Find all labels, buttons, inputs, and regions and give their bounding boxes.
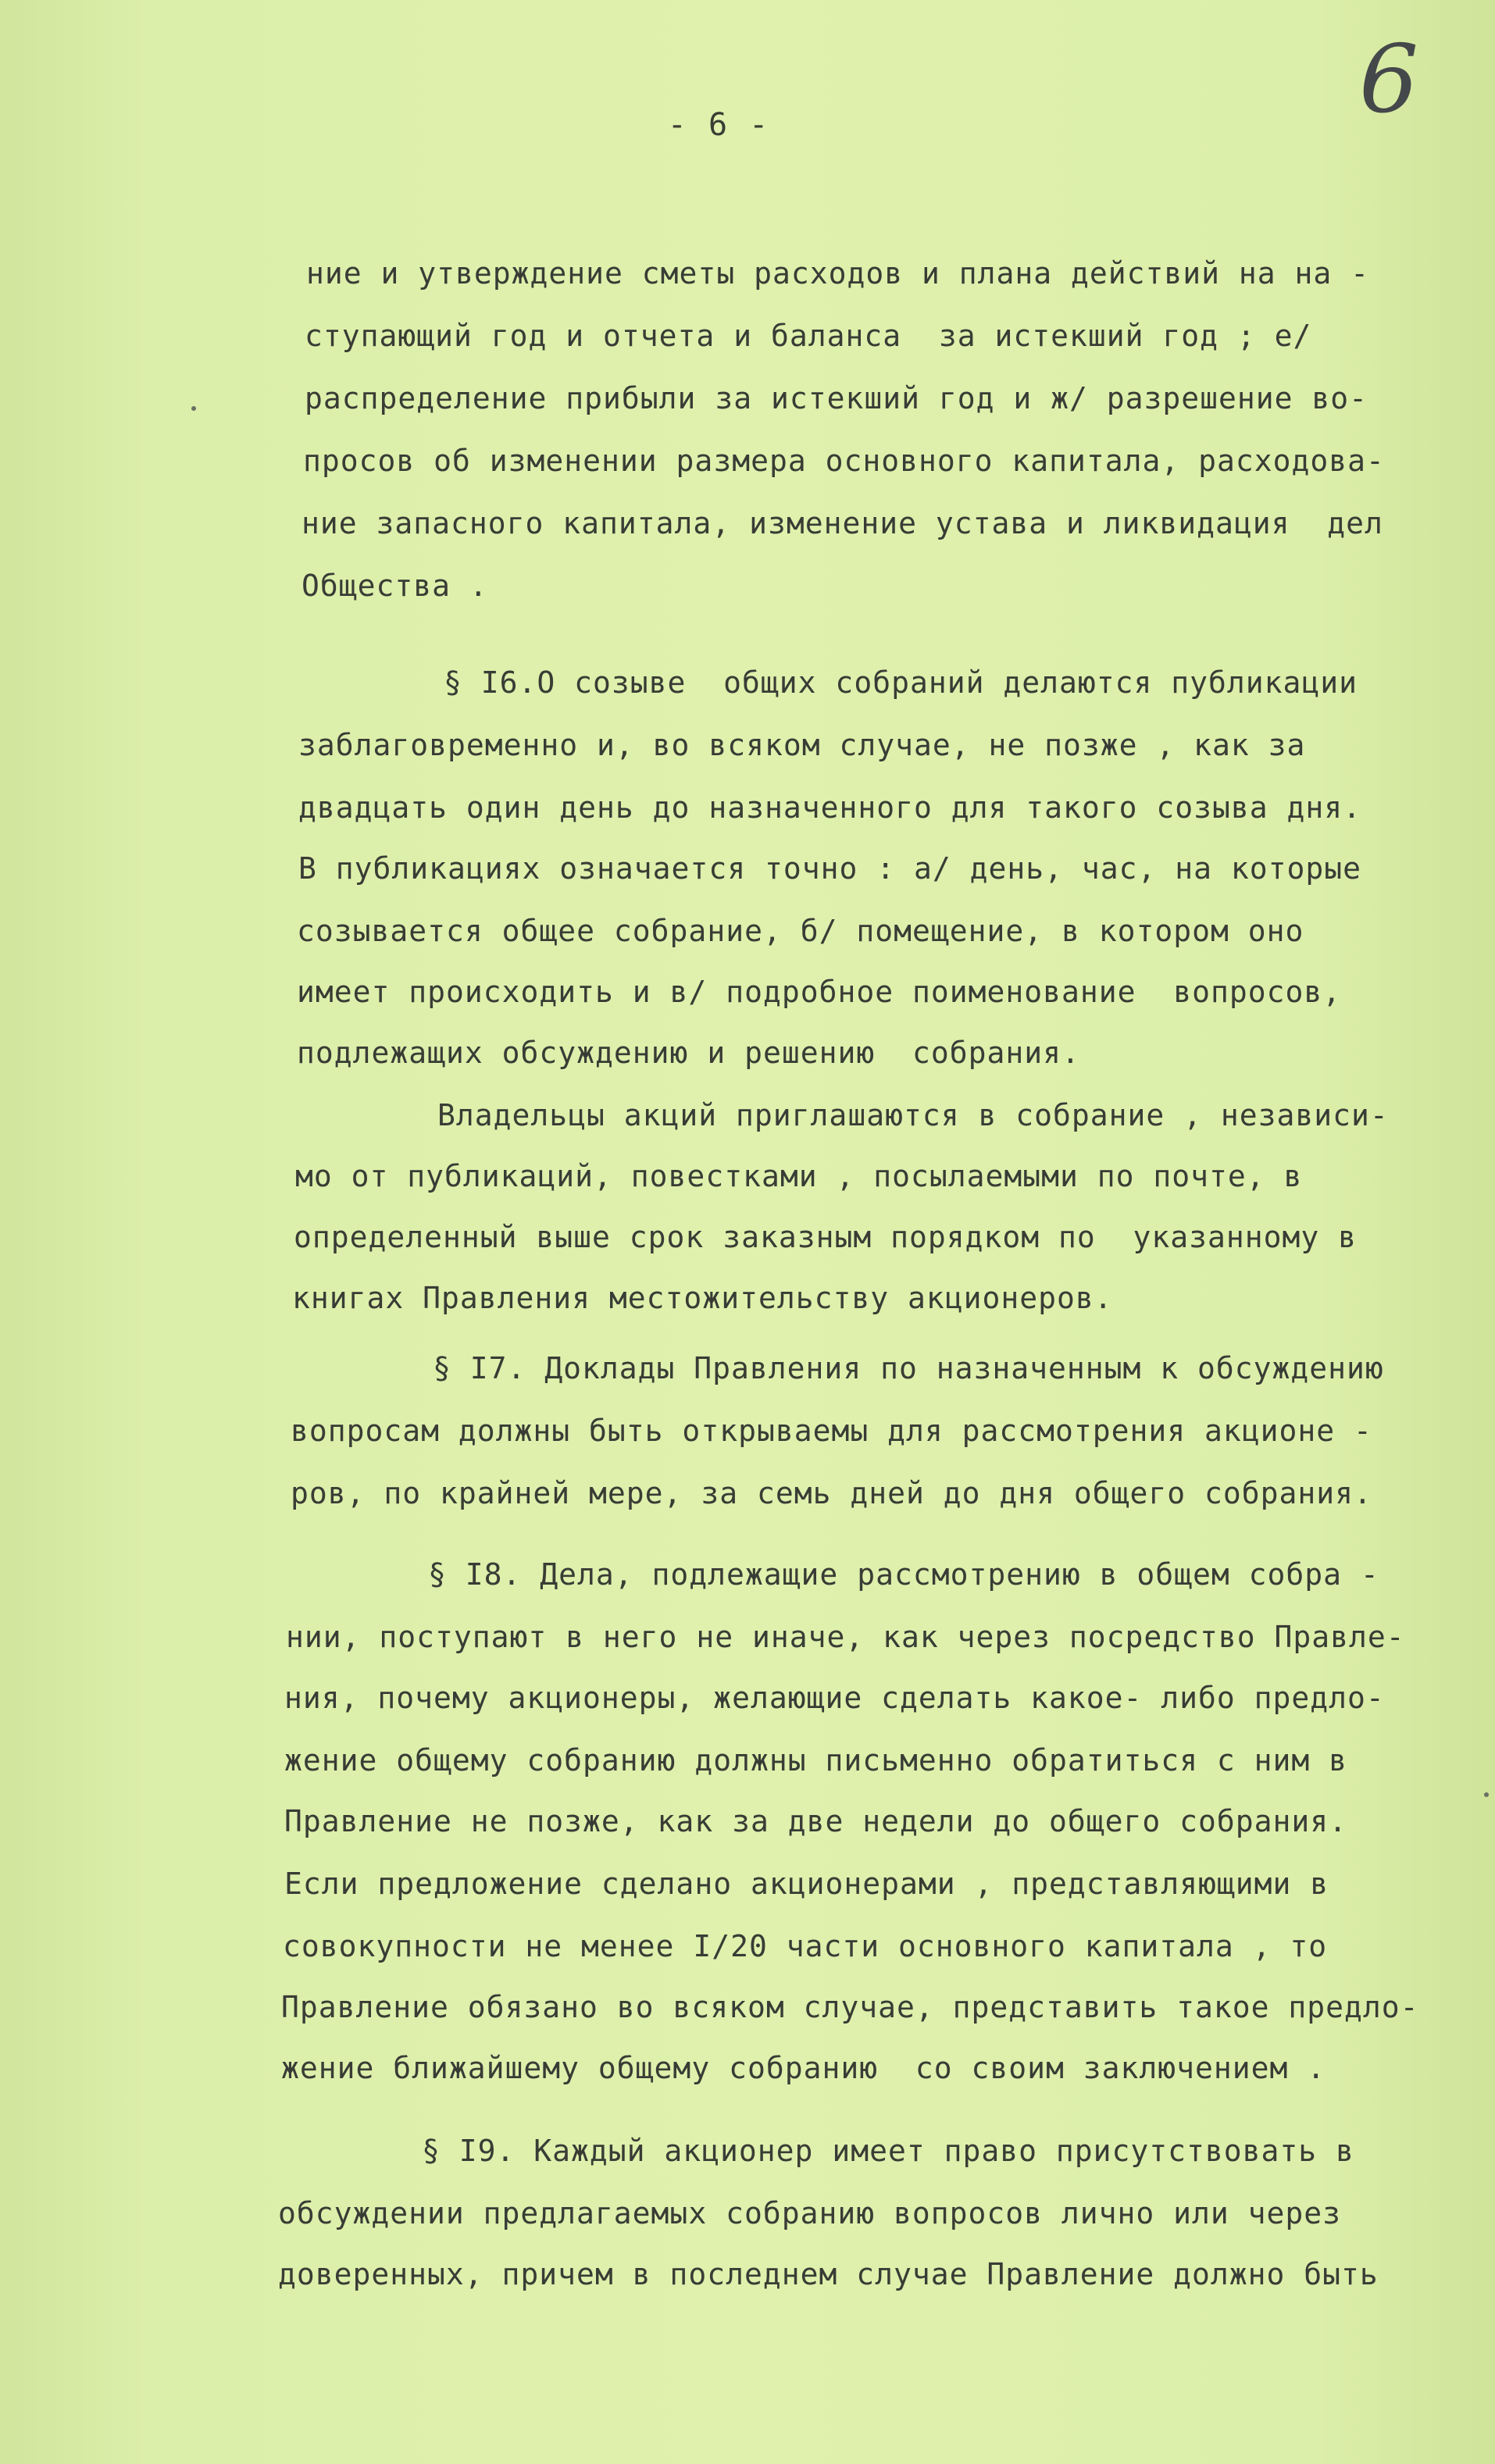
ink-speck (1484, 1792, 1489, 1797)
text-line: Общества . (301, 569, 488, 603)
text-line: двадцать один день до назначенного для такого созыва дня. (298, 790, 1362, 825)
text-line: ступающий год и отчета и баланса за истекший год ; е/ (305, 319, 1312, 353)
text-line: совокупности не менее I/20 части основного капитала , то (283, 1929, 1328, 1963)
text-line: жение общему собранию должны письменно обратиться с ним в (284, 1743, 1348, 1778)
text-line: нии, поступают в него не иначе, как через посредство Правле- (286, 1620, 1405, 1654)
text-line: ние запасного капитала, изменение устава и ликвидация дел (301, 506, 1383, 540)
text-line: Правление не позже, как за две недели до общего собрания. (284, 1804, 1348, 1838)
text-line: подлежащих обсуждению и решению собрания. (297, 1036, 1080, 1070)
page-number: - 6 - (667, 107, 770, 143)
text-line: созывается общее собрание, б/ помещение, в котором оно (297, 914, 1304, 948)
paragraph-19-heading: § I9. Каждый акционер имеет право присутствовать в (422, 2134, 1354, 2168)
paragraph-17-heading: § I7. Доклады Правления по назначенным к обсуждению (433, 1351, 1384, 1385)
text-line: ния, почему акционеры, желающие сделать какое- либо предло- (284, 1681, 1385, 1715)
ink-speck (191, 406, 196, 411)
text-line: жение ближайшему общему собранию со своим заключением . (281, 2051, 1326, 2085)
text-line: заблаговременно и, во всяком случае, не позже , как за (298, 728, 1306, 762)
text-line: вопросам должны быть открываемы для рассмотрения акционе - (291, 1414, 1372, 1448)
text-line: Правление обязано во всяком случае, представить такое предло- (281, 1990, 1419, 2024)
text-line: мо от публикаций, повестками , посылаемыми по почте, в (295, 1159, 1303, 1193)
text-line: обсуждении предлагаемых собранию вопросов лично или через (278, 2196, 1342, 2230)
text-line: Владельцы акций приглашаются в собрание , независи- (437, 1098, 1389, 1132)
text-line: ров, по крайней мере, за семь дней до дня общего собрания. (291, 1476, 1372, 1510)
text-line: книгах Правления местожительству акционеров. (292, 1281, 1113, 1315)
text-line: ние и утверждение сметы расходов и плана действий на на - (306, 256, 1370, 291)
paragraph-16-heading: § I6.О созыве общих собраний делаются публикации (444, 665, 1358, 700)
text-line: определенный выше срок заказным порядком по указанному в (294, 1220, 1358, 1254)
handwritten-page-number: 6 (1358, 26, 1419, 134)
paragraph-18-heading: § I8. Дела, подлежащие рассмотрению в общем собра - (428, 1557, 1379, 1592)
text-line: доверенных, причем в последнем случае Правление должно быть (278, 2257, 1379, 2291)
text-line: Если предложение сделано акционерами , представляющими в (284, 1867, 1329, 1901)
text-line: распределение прибыли за истекший год и ж/ разрешение во- (305, 381, 1368, 415)
text-line: просов об изменении размера основного капитала, расходова- (303, 444, 1385, 478)
text-line: В публикациях означается точно : а/ день, час, на которые (298, 851, 1362, 886)
text-line: имеет происходить и в/ подробное поименование вопросов, (297, 975, 1342, 1009)
